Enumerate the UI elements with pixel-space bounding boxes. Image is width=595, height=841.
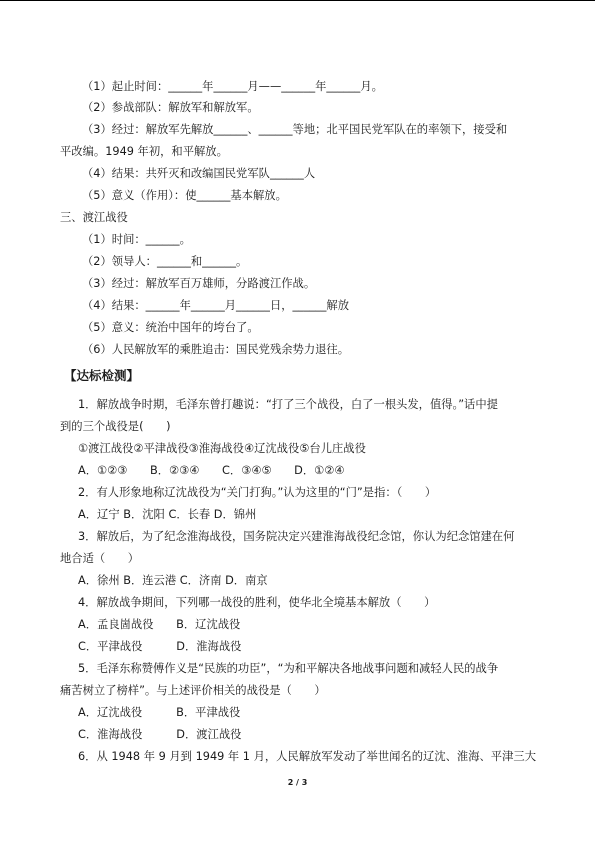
question-2: 2．有人形象地称辽沈战役为“关门打狗。”认为这里的“门”是指：（ ） <box>78 486 437 499</box>
section-heading-exercises: 【达标检测】 <box>64 368 140 383</box>
question-1-choices: A．①②③ B．②③④ C．③④⑤ D．①②④ <box>78 464 345 477</box>
item-significance: （5）意义（作用）：使______基本解放。 <box>82 189 287 202</box>
item-process-cont: 平改编。1949 年初，和平解放。 <box>60 145 228 158</box>
item-process: （3）经过：解放军先解放______、______等地；北平国民党军队在的率领下，接受和 <box>82 123 508 136</box>
question-2-choices: A．辽宁 B．沈阳 C．长春 D．锦州 <box>78 508 257 521</box>
page-number: 2 / 3 <box>287 778 308 787</box>
question-3-cont: 地合适（ ） <box>60 552 140 565</box>
item-start-end-time: （1）起止时间：______年______月——______年______月。 <box>82 80 383 93</box>
question-1-cont: 到的三个战役是( ) <box>60 420 171 433</box>
question-5-cont: 痛苦树立了榜样”。与上述评价相关的战役是（ ） <box>60 684 326 697</box>
question-4-choices-row1: A．孟良崮战役 B．辽沈战役 <box>78 618 241 631</box>
question-4-choices-row2: C．平津战役 D．淮海战役 <box>78 640 242 653</box>
yangtze-leaders: （2）领导人：______和______。 <box>82 255 248 268</box>
yangtze-time: （1）时间：______。 <box>82 233 191 246</box>
yangtze-process: （3）经过：解放军百万雄师，分路渡江作战。 <box>82 277 316 290</box>
question-3-choices: A．徐州 B．连云港 C．济南 D．南京 <box>78 574 268 587</box>
question-3: 3．解放后，为了纪念淮海战役，国务院决定兴建淮海战役纪念馆，你认为纪念馆建在何 <box>78 530 515 543</box>
section-heading-yangtze: 三、渡江战役 <box>60 211 128 224</box>
yangtze-result: （4）结果：______年______月______日，______解放 <box>82 299 350 312</box>
question-5: 5．毛泽东称赞傅作义是“民族的功臣”，“为和平解决各地战事问题和减轻人民的战争 <box>78 662 499 675</box>
question-5-choices-row2: C．淮海战役 D．渡江战役 <box>78 728 242 741</box>
question-1-options-list: ①渡江战役②平津战役③淮海战役④辽沈战役⑤台儿庄战役 <box>78 442 366 455</box>
question-4: 4．解放战争期间，下列哪一战役的胜利，使华北全境基本解放（ ） <box>78 596 436 609</box>
item-result: （4）结果：共歼灭和改编国民党军队______人 <box>82 167 316 180</box>
question-1: 1．解放战争时期，毛泽东曾打趣说：“打了三个战役，白了一根头发，值得。”话中提 <box>78 398 498 411</box>
question-5-choices-row1: A．辽沈战役 B．平津战役 <box>78 706 241 719</box>
yangtze-significance: （5）意义：统治中国年的垮台了。 <box>82 321 259 334</box>
question-6: 6．从 1948 年 9 月到 1949 年 1 月，人民解放军发动了举世闻名的辽沈、淮海、平津三大 <box>78 750 536 763</box>
top-border <box>0 0 595 1</box>
item-forces: （2）参战部队：解放军和解放军。 <box>82 101 259 114</box>
yangtze-pursuit: （6）人民解放军的乘胜追击：国民党残余势力退往。 <box>82 343 350 356</box>
